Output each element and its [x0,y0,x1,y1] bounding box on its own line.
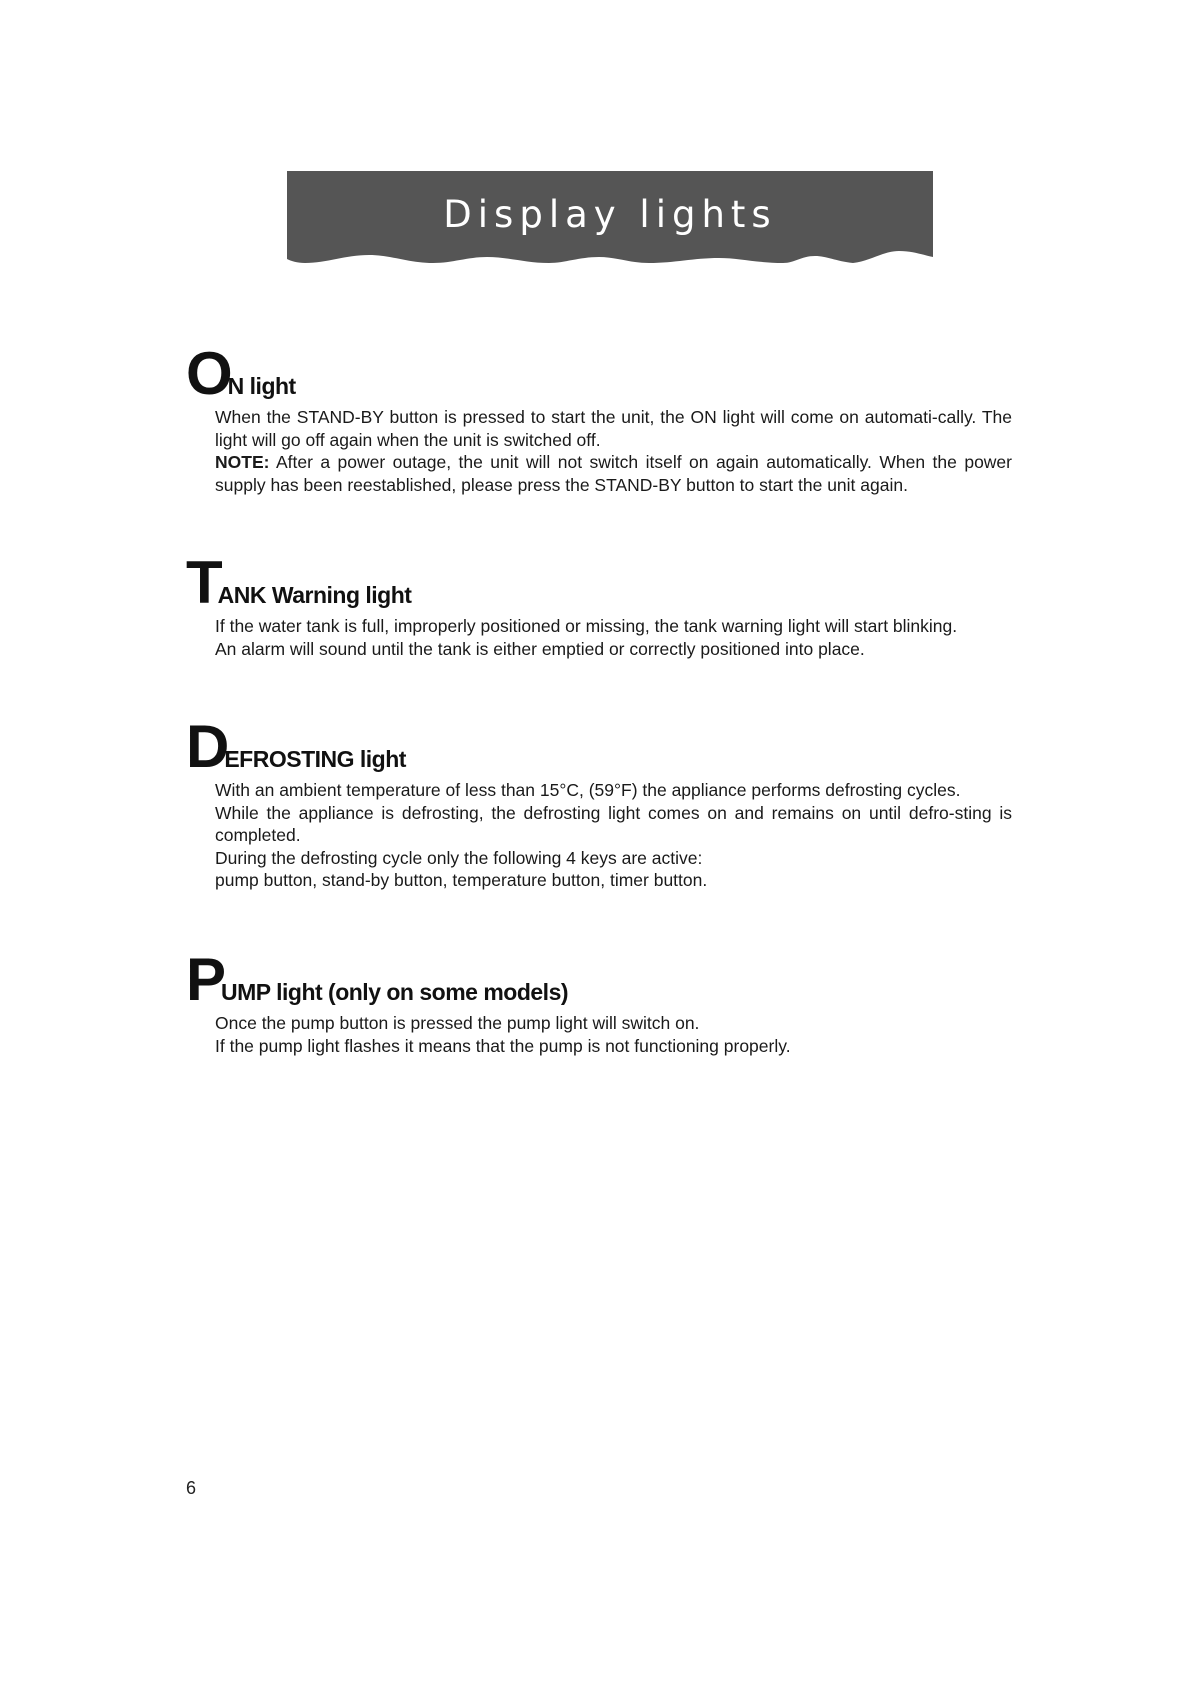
paragraph: pump button, stand-by button, temperature button, timer button. [215,870,708,890]
section-heading [186,340,1016,407]
note-paragraph [215,451,1012,496]
paragraph: While the appliance is defrosting, the defrosting light comes on and remains on until defro-sting is completed. [215,802,1012,845]
section-heading [186,549,1016,616]
section-body [215,406,1012,496]
section-body [215,615,1012,660]
heading-text: ANK Warning light [217,582,412,608]
paragraph: Once the pump button is pressed the pump light will switch on. [215,1013,700,1033]
paragraph: If the pump light flashes it means that the pump is not functioning properly. [215,1035,791,1056]
section-body [215,1012,1012,1057]
section-heading [186,713,1016,780]
section-on-light [186,340,1016,496]
paragraph: When the STAND-BY button is pressed to start the unit, the ON light will come on automati-cally. The light will go off again when the unit is switched off. [215,407,1012,450]
heading-text: N light [227,373,296,399]
paragraph: An alarm will sound until the tank is either emptied or correctly positioned into place. [215,638,865,659]
note-text: After a power outage, the unit will not switch itself on again automatically. When the power supply has been reestablished, please press the STAND-BY button to start the unit again. [215,452,1012,495]
heading-text: EFROSTING light [224,746,406,772]
note-label: NOTE: [215,452,270,472]
section-tank-warning-light [186,549,1016,660]
page-title: Display lights [443,193,777,236]
section-defrosting-light [186,713,1016,892]
section-heading [186,946,1016,1013]
drop-cap: D [186,713,228,780]
drop-cap: O [186,340,231,407]
drop-cap: T [186,549,221,616]
paragraph: If the water tank is full, improperly positioned or missing, the tank warning light will start blinking. [215,616,958,636]
page-number: 6 [186,1478,197,1498]
title-banner [287,171,933,263]
paragraph: With an ambient temperature of less than 15°C, (59°F) the appliance performs defrosting cycles. [215,780,961,800]
paragraph: During the defrosting cycle only the following 4 keys are active: [215,847,703,868]
heading-text: UMP light (only on some models) [221,979,569,1005]
section-body [215,779,1012,892]
drop-cap: P [186,946,225,1013]
section-pump-light [186,946,1016,1057]
